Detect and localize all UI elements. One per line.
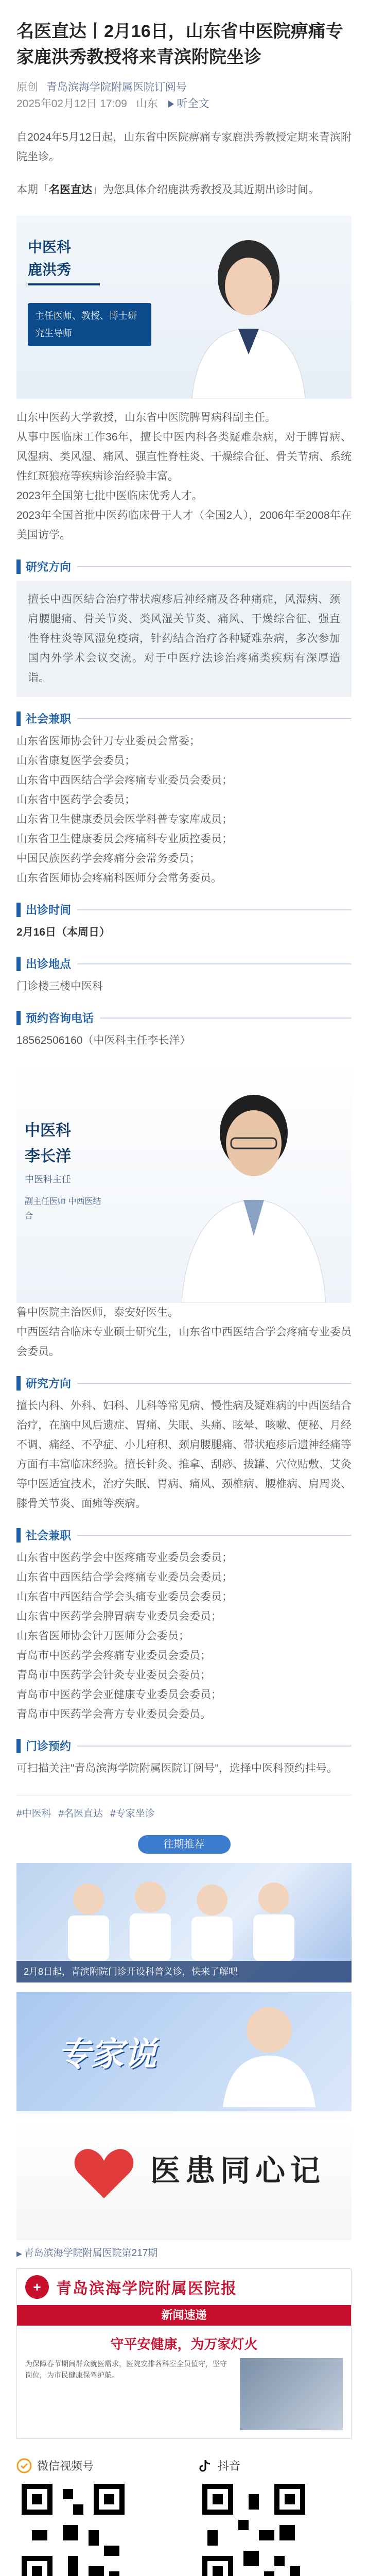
recommend-banner-2[interactable] <box>16 1992 352 2111</box>
section-label: 出诊地点 <box>26 958 72 971</box>
section-rule <box>77 566 352 567</box>
list-item: 山东省卫生健康委员会医学科普专家库成员； <box>16 814 233 825</box>
intro-paragraph-2 <box>16 180 352 200</box>
section-label: 出诊时间 <box>26 904 72 917</box>
qr-right-head <box>197 2458 352 2473</box>
doctor-illustration <box>207 1999 331 2107</box>
qr-row <box>16 2458 352 2576</box>
doctors-illustration <box>37 1873 325 1961</box>
doctor1-place: 门诊楼三楼中医科 <box>16 980 103 992</box>
section-label: 门诊预约 <box>26 1740 72 1753</box>
doctor2-expertise-head <box>16 1375 352 1391</box>
newspaper-photo <box>240 2358 343 2430</box>
qr-right-label: 抖音 <box>218 2460 241 2472</box>
qr-left-head <box>16 2458 171 2473</box>
doctor2-dept: 中医科 <box>25 1122 71 1139</box>
publish-location: 山东 <box>136 98 158 110</box>
article-meta <box>16 79 352 96</box>
doctor1-divider <box>28 283 100 285</box>
doctor1-bio-1: 山东中医药大学教授，山东省中医院脾胃病科副主任。 <box>16 412 276 423</box>
doctor1-dept: 中医科 <box>28 239 72 255</box>
recommend-banner-2-text: 专家说 <box>58 2036 156 2073</box>
doctor1-bio-3: 2023年全国第七批中医临床优秀人才。 <box>16 490 203 502</box>
doctor1-name: 鹿洪秀 <box>28 262 72 278</box>
qr-left <box>16 2458 171 2576</box>
doctor2-bio: 鲁中医院主治医师，泰安好医生。 <box>16 1307 179 1318</box>
section-label: 社会兼职 <box>26 1529 72 1542</box>
newspaper-headline: 守平安健康，为万家灯火 <box>110 2336 258 2352</box>
list-item: 山东省医师协会针刀医师分会委员； <box>16 1630 189 1642</box>
qr-code-icon[interactable] <box>197 2479 310 2576</box>
doctor1-social-head <box>16 710 352 726</box>
article-title: 名医直达丨2月16日，山东省中医院痹痛专家鹿洪秀教授将来青滨附院坐诊 <box>16 22 343 67</box>
doctor1-expertise-head <box>16 558 352 574</box>
account-link[interactable]: 青岛滨海学院附属医院订阅号 <box>46 81 187 93</box>
original-tag: 原创 <box>16 81 38 93</box>
doctor1-bio-4: 2023年全国首批中医药临床骨干人才（全国2人），2006年至2008年在美国访学。 <box>16 510 352 541</box>
section-mark <box>16 1739 21 1753</box>
list-item: 中国民族医药学会疼痛分会常务委员； <box>16 853 200 865</box>
section-rule <box>77 909 352 910</box>
list-item: 青岛市中医药学会疼痛专业委员会委员； <box>16 1650 211 1662</box>
doctor1-time: 2月16日（本周日） <box>16 926 111 938</box>
section-mark <box>16 1528 21 1543</box>
list-item: 青岛市中医药学会针灸专业委员会委员； <box>16 1669 211 1681</box>
list-item: 山东省康复医学会委员； <box>16 755 135 767</box>
section-mark <box>16 903 21 917</box>
section-label: 研究方向 <box>26 561 72 573</box>
list-item: 山东省中西医结合学会头痛专业委员会委员； <box>16 1591 233 1603</box>
newspaper-column: 为保障春节期间群众就医需求，医院安排各科室全员值守，坚守岗位，为市民健康保驾护航。 <box>25 2360 227 2379</box>
topic-tag[interactable]: # 中医科 <box>16 1806 51 1820</box>
qr-code-icon[interactable] <box>16 2479 130 2576</box>
doctor2-register: 可扫描关注"青岛滨海学院附属医院订阅号"，选择中医科预约挂号。 <box>16 1762 338 1774</box>
section-mark <box>16 711 21 726</box>
doctor1-card <box>16 215 352 399</box>
doctor2-photo <box>166 1071 341 1303</box>
doctor1-expertise-box <box>16 581 352 697</box>
doctor2-titles: 副主任医师 中西医结合 <box>25 1197 101 1221</box>
doctor1-time-head <box>16 902 352 918</box>
section-rule <box>77 1745 352 1747</box>
doctor2-bio-2: 中西医结合临床专业硕士研究生，山东省中西医结合学会疼痛专业委员会委员。 <box>16 1326 352 1358</box>
list-item: 山东省中医药学会中医疼痛专业委员会委员； <box>16 1552 233 1564</box>
section-rule <box>77 963 352 964</box>
section-label: 研究方向 <box>26 1377 72 1390</box>
qr-left-label: 微信视频号 <box>37 2460 94 2472</box>
doctor1-social-list <box>16 732 352 888</box>
issue-link[interactable]: ▶ 青岛滨海学院附属医院第217期 <box>16 2245 352 2259</box>
doctor1-titles: 主任医师、教授、博士研究生导师 <box>28 303 151 346</box>
section-rule <box>100 1018 352 1019</box>
section-rule <box>77 718 352 719</box>
list-item: 山东省卫生健康委员会疼痛科专业质控委员； <box>16 833 233 845</box>
doctor1-phone[interactable]: 18562506160（中医科主任李长洋） <box>16 1035 191 1046</box>
recommend-banner-3[interactable] <box>16 2121 352 2240</box>
doctor1-photo <box>177 231 321 399</box>
list-item: 青岛市中医药学会亚健康专业委员会委员； <box>16 1689 222 1701</box>
list-item: 青岛市中医药学会膏方专业委员会委员。 <box>16 1708 211 1720</box>
doctor2-role: 中医科主任 <box>25 1174 71 1184</box>
recommend-banner-3-text: 医患同心记 <box>150 2154 326 2188</box>
play-icon <box>168 100 174 108</box>
topic-tag[interactable]: # 名医直达 <box>59 1806 103 1820</box>
recommend-banner-1-caption: 2月8日起，青滨附院门诊开设科普义诊，快来了解吧 <box>16 1961 352 1982</box>
newspaper-body <box>17 2358 351 2438</box>
list-item: 山东省医师协会针刀专业委员会常委； <box>16 735 200 747</box>
list-item: 山东省中医药学会委员； <box>16 794 135 806</box>
list-item: 山东省中西医结合学会疼痛专业委员会委员； <box>16 774 233 786</box>
doctor1-place-head <box>16 956 352 972</box>
doctor2-social-head <box>16 1527 352 1543</box>
intro-suffix: 」为您具体介绍鹿洪秀教授及其近期出诊时间。 <box>92 184 319 196</box>
intro-paragraph-1: 自2024年5月12日起，山东省中医院痹痛专家鹿洪秀教授定期来青滨附院坐诊。 <box>16 131 352 163</box>
section-rule <box>77 1535 352 1536</box>
doctor1-phone-head <box>16 1010 352 1026</box>
intro-prefix: 本期「 <box>16 184 49 196</box>
doctor2-social-list <box>16 1548 352 1724</box>
more-label: 往期推荐 <box>138 1835 231 1854</box>
channels-icon <box>16 2458 32 2473</box>
section-mark <box>16 1011 21 1025</box>
publish-datetime: 2025年02月12日 17:09 <box>16 98 127 110</box>
section-mark <box>16 560 21 574</box>
doctor1-bio-2: 从事中医临床工作36年，擅长中医内科各类疑难杂病，对于脾胃病、风湿病、类风湿、痛风、强直性脊柱炎、干燥综合征、骨关节病、系统性红斑狼疮等疾病诊治经验丰富。 <box>16 431 352 482</box>
section-label: 社会兼职 <box>26 713 72 725</box>
listen-label: 听全文 <box>177 98 209 110</box>
section-rule <box>77 1383 352 1384</box>
qr-right <box>197 2458 352 2576</box>
tag-row <box>16 1795 352 1820</box>
hospital-newspaper[interactable] <box>16 2268 352 2439</box>
intro-bold: 名医直达 <box>49 184 92 196</box>
section-mark <box>16 1376 21 1391</box>
newspaper-header <box>17 2269 351 2305</box>
doctor2-expertise: 擅长内科、外科、妇科、儿科等常见病、慢性病及疑难病的中西医结合治疗，在脑中风后遗症、胃痛、失眠、头痛、眩晕、咳嗽、便秘、月经不调、痛经、不孕症、小儿疳积、颈肩腰腿痛、带状疱疹后遗神经痛等方面有丰富临床经验。擅长针灸、推拿、刮痧、拔罐、穴位贴敷、艾灸等中医适宜技术，治疗失眠、胃病、痛风、颈椎病、腰椎病、肩周炎、膝骨关节炎、面瘫等疾病。 <box>16 1400 352 1510</box>
list-item: 山东省中医药学会脾胃病专业委员会委员； <box>16 1611 222 1622</box>
section-label: 预约咨询电话 <box>26 1012 94 1025</box>
recommend-banner-1[interactable] <box>16 1863 352 1982</box>
heart-icon <box>73 2144 135 2201</box>
list-item: 山东省医师协会疼痛科医师分会常务委员。 <box>16 872 222 884</box>
newspaper-name: 青岛滨海学院附属医院报 <box>56 2280 237 2297</box>
doctor2-card <box>16 1061 352 1303</box>
topic-tag[interactable]: # 专家坐诊 <box>110 1806 155 1820</box>
hospital-logo-icon: + <box>25 2275 49 2299</box>
doctor2-register-head <box>16 1738 352 1754</box>
article-meta-2 <box>16 96 352 112</box>
listen-button[interactable] <box>168 98 209 110</box>
douyin-icon <box>197 2458 213 2473</box>
doctor1-expertise: 擅长中西医结合治疗带状疱疹后神经痛及各种痛症，风湿病、颈肩腰腿痛、骨关节炎、类风湿关节炎、痛风、干燥综合征、强直性脊柱炎等风湿免疫病，针药结合治疗各种疑难杂病，多次参加国内外学术会议交流。对于中医疗法诊治疼痛类疾病有深厚造诣。 <box>28 594 340 684</box>
list-item: 山东省中西医结合学会疼痛专业委员会委员； <box>16 1571 233 1583</box>
newspaper-news-bar: 新闻速递 <box>17 2305 351 2326</box>
doctor2-name: 李长洋 <box>25 1148 71 1165</box>
section-mark <box>16 957 21 971</box>
